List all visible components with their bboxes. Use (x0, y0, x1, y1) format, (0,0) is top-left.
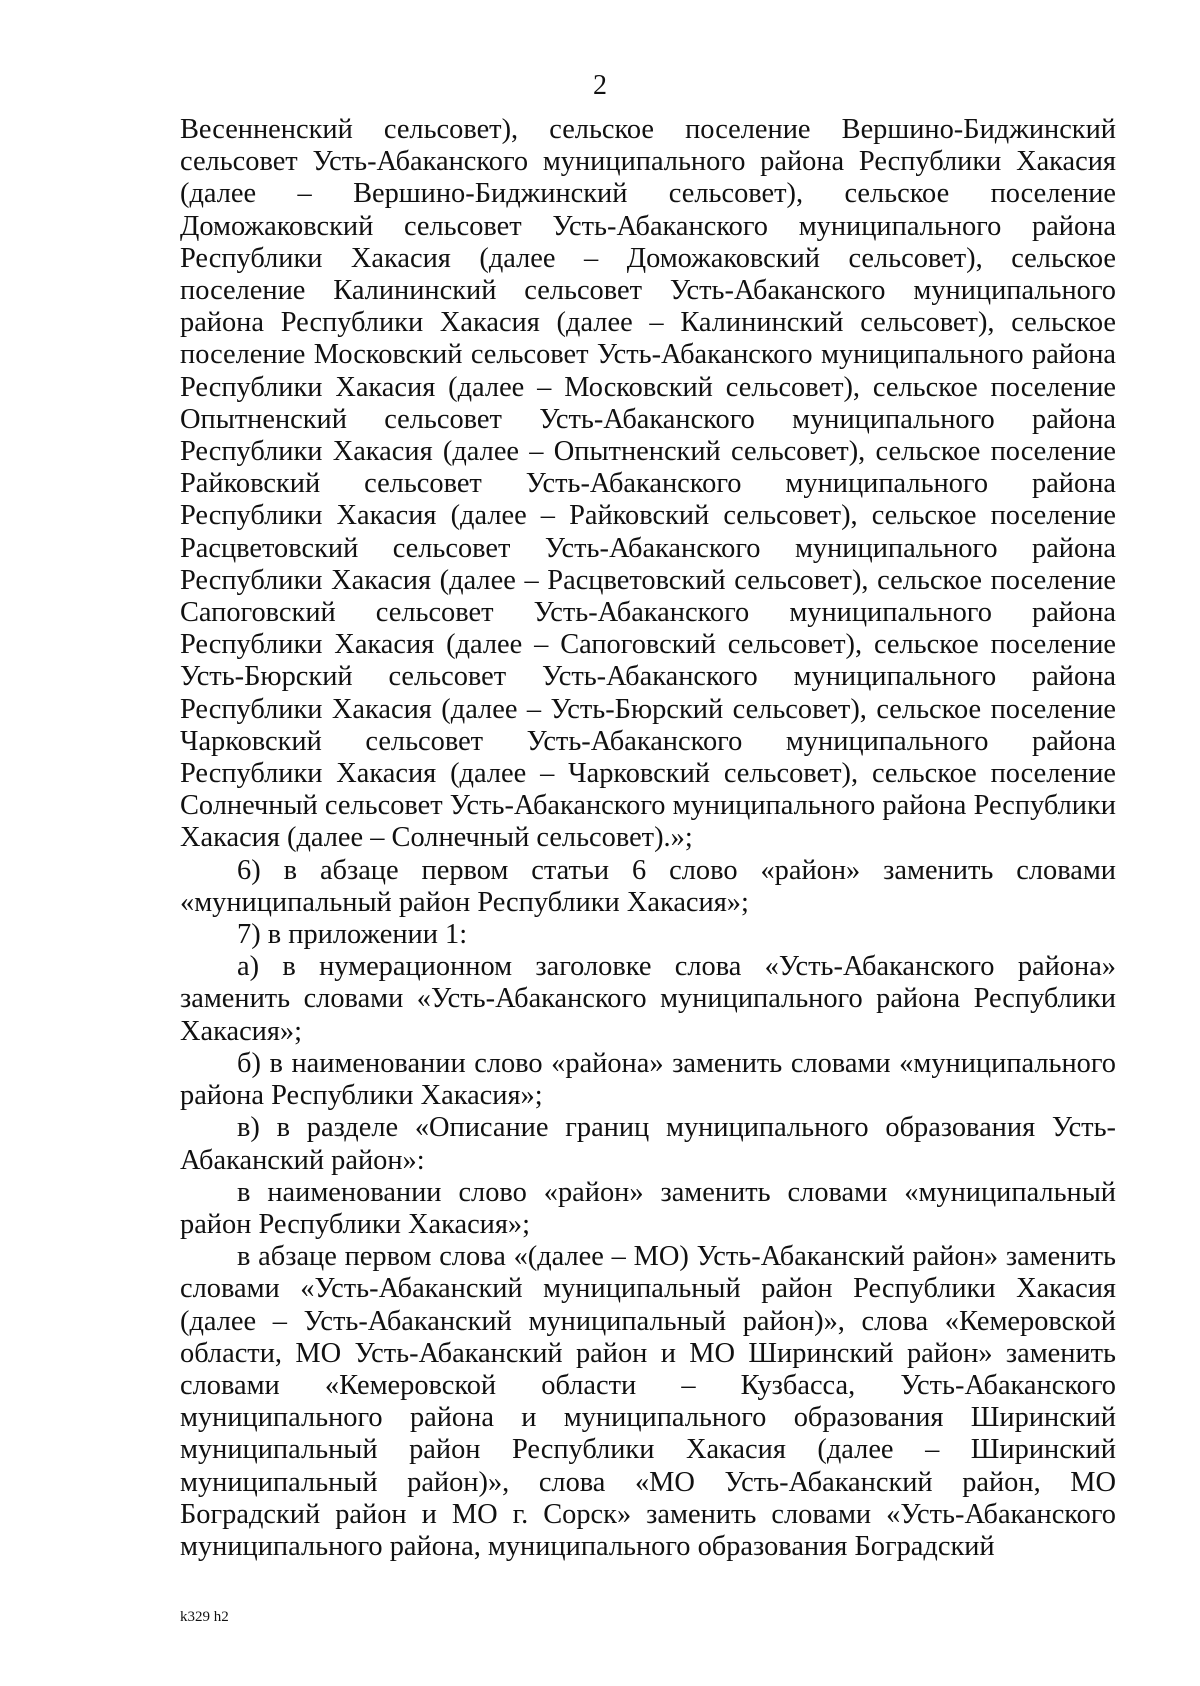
paragraph-subitem-v: в) в разделе «Описание границ муниципального образования Усть-Абаканский район»: (180, 1112, 1116, 1176)
paragraph-naming-change: в наименовании слово «район» заменить словами «муниципальный район Республики Хакасия»; (180, 1176, 1116, 1240)
paragraph-subitem-a: а) в нумерационном заголовке слова «Усть-Абаканского района» заменить словами «Усть-Абаканского муниципального района Республики Хакасия»; (180, 951, 1116, 1047)
paragraph-item-7: 7) в приложении 1: (237, 919, 468, 951)
footer-document-code: k329 h2 (180, 1609, 229, 1625)
paragraph-first-paragraph-change: в абзаце первом слова «(далее – МО) Усть-Абаканский район» заменить словами «Усть-Абаканский муниципальный район Республики Хакасия (далее – Усть-Абаканский муниципальный район)», слова «Кемеровской области, МО Усть-Абаканский район и МО Ширинский район» заменить словами «Кемеровской области – Кузбасса, Усть-Абаканского муниципального района и муниципального образования Ширинский муниципальный район Республики Хакасия (далее – Ширинский муниципальный район)», слова «МО Усть-Абаканский район, МО Боградский район и МО г. Сорск» заменить словами «Усть-Абаканского муниципального района, муниципального образования Боградский (180, 1241, 1116, 1562)
paragraph-continuation: Весенненский сельсовет), сельское поселение Вершино-Биджинский сельсовет Усть-Абаканского муниципального района Республики Хакасия (далее – Вершино-Биджинский сельсовет), сельское поселение Доможаковский сельсовет Усть-Абаканского муниципального района Республики Хакасия (далее – Доможаковский сельсовет), сельское поселение Калининский сельсовет Усть-Абаканского муниципального района Республики Хакасия (далее – Калининский сельсовет), сельское поселение Московский сельсовет Усть-Абаканского муниципального района Республики Хакасия (далее – Московский сельсовет), сельское поселение Опытненский сельсовет Усть-Абаканского муниципального района Республики Хакасия (далее – Опытненский сельсовет), сельское поселение Райковский сельсовет Усть-Абаканского муниципального района Республики Хакасия (далее – Райковский сельсовет), сельское поселение Расцветовский сельсовет Усть-Абаканского муниципального района Республики Хакасия (далее – Расцветовский сельсовет), сельское поселение Сапоговский сельсовет Усть-Абаканского муниципального района Республики Хакасия (далее – Сапоговский сельсовет), сельское поселение Усть-Бюрский сельсовет Усть-Абаканского муниципального района Республики Хакасия (далее – Усть-Бюрский сельсовет), сельское поселение Чарковский сельсовет Усть-Абаканского муниципального района Республики Хакасия (далее – Чарковский сельсовет), сельское поселение Солнечный сельсовет Усть-Абаканского муниципального района Республики Хакасия (далее – Солнечный сельсовет).»; (180, 114, 1116, 854)
paragraph-subitem-b: б) в наименовании слово «района» заменить словами «муниципального района Республики Хакасия»; (180, 1047, 1116, 1112)
document-body (180, 114, 1116, 1563)
paragraph-item-6: 6) в абзаце первом статьи 6 слово «район» заменить словами «муниципальный район Республики Хакасия»; (180, 854, 1116, 918)
page-number: 2 (593, 70, 607, 101)
